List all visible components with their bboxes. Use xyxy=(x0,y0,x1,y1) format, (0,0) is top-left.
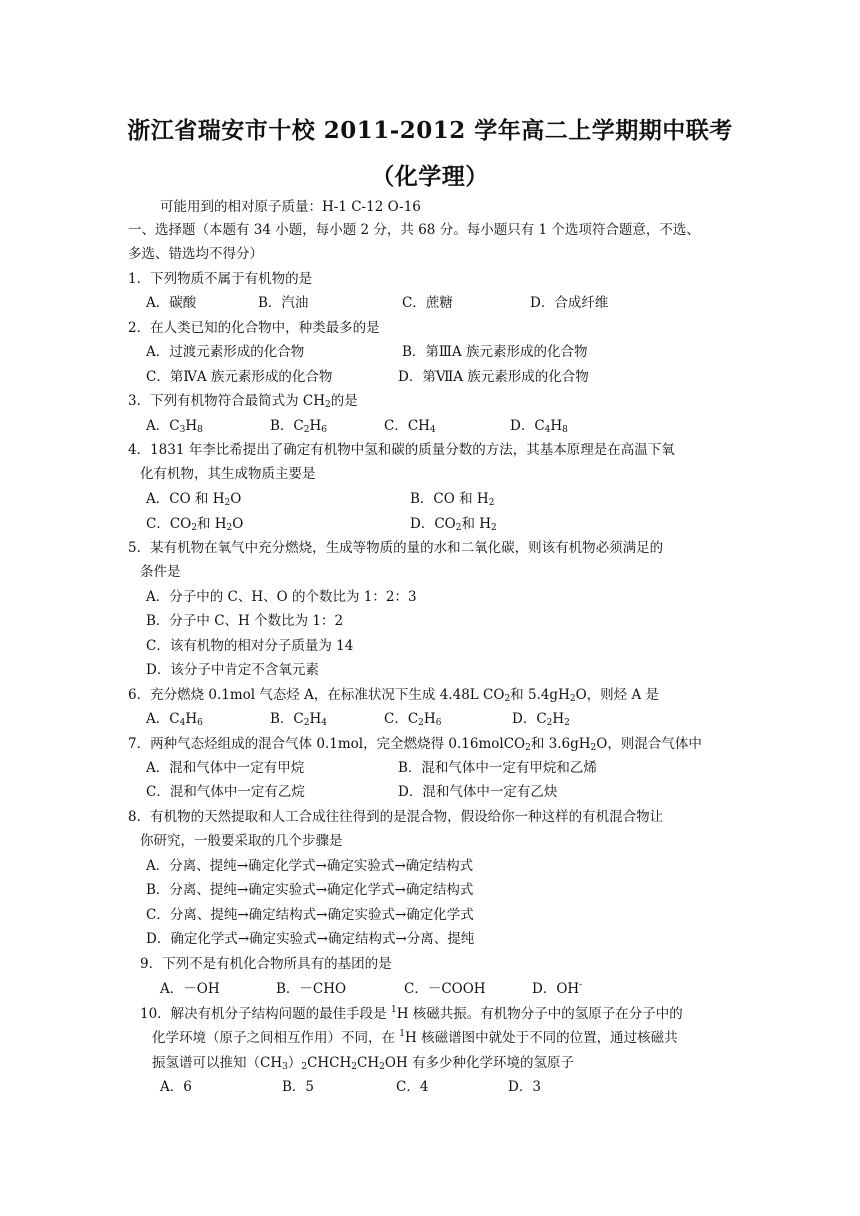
question-6-option-b: B．$C_2H_4$ xyxy=(270,711,327,728)
question-2-option-b: B．第ⅢA 族元素形成的化合物 xyxy=(402,344,588,360)
question-7-option-c: C．混和气体中一定有乙烷 xyxy=(146,784,305,800)
question-8-option-d: D．确定化学式→确定实验式→确定结构式→分离、提纯 xyxy=(146,931,475,947)
question-1-option-d: D．合成纤维 xyxy=(530,295,609,311)
question-7-option-b: B．混和气体中一定有甲烷和乙烯 xyxy=(398,760,597,776)
question-2-stem: 2．在人类已知的化合物中，种类最多的是 xyxy=(128,320,380,336)
question-10-stem-line3: 振氢谱可以推知$(CH_3)_2CHCH_2CH_2OH$ 有多少种化学环境的氢原子 xyxy=(152,1055,575,1072)
question-9-option-c: C．－COOH xyxy=(404,981,486,997)
question-2-option-a: A．过渡元素形成的化合物 xyxy=(146,344,305,360)
question-10-option-d: D．3 xyxy=(508,1079,541,1095)
section-heading-line1: 一、选择题（本题有 34 小题，每小题 2 分，共 68 分。每小题只有 1 个选项符合题意，不选、 xyxy=(128,222,700,238)
question-8-option-b: B．分离、提纯→确定实验式→确定化学式→确定结构式 xyxy=(146,882,474,898)
question-4-stem-line1: 4．1831 年李比希提出了确定有机物中氢和碳的质量分数的方法，其基本原理是在高温下氧 xyxy=(128,442,675,458)
question-9-stem: 9．下列不是有机化合物所具有的基团的是 xyxy=(140,956,392,972)
question-4-option-b: B．CO 和 $H_2$ xyxy=(410,491,495,508)
question-9-option-b: B．－CHO xyxy=(276,981,347,997)
question-10-stem-line1: 10．解决有机分子结构问题的最佳手段是 $^1$H 核磁共振。有机物分子中的氢原子在分子中的 xyxy=(140,1005,683,1022)
question-9-option-a: A．－OH xyxy=(160,981,220,997)
question-3-option-b: B．$C_2H_6$ xyxy=(270,418,327,435)
question-3-option-a: A．$C_3H_8$ xyxy=(146,418,203,435)
question-7-option-a: A．混和气体中一定有甲烷 xyxy=(146,760,305,776)
question-3-stem: 3．下列有机物符合最简式为 $CH_2$的是 xyxy=(128,393,358,410)
question-5-option-b: B．分子中 C、H 个数比为 1：2 xyxy=(146,613,344,629)
document-title: 浙江省瑞安市十校 2011-2012 学年高二上学期期中联考 xyxy=(127,117,733,144)
question-6-stem: 6．充分燃烧 0.1mol 气态烃 A，在标准状况下生成 4.48L $CO_2$和 $5.4gH_2O$，则烃 A 是 xyxy=(128,687,659,704)
question-2-option-d: D．第ⅦA 族元素形成的化合物 xyxy=(398,369,589,385)
question-1-stem: 1．下列物质不属于有机物的是 xyxy=(128,271,313,287)
question-5-stem-line2: 条件是 xyxy=(140,564,181,580)
question-9-option-d: D．OH- xyxy=(532,980,583,997)
question-8-option-c: C．分离、提纯→确定结构式→确定实验式→确定化学式 xyxy=(146,907,474,923)
question-3-option-c: C．$CH_4$ xyxy=(384,418,436,435)
question-10-stem-line2: 化学环境（原子之间相互作用）不同，在 $^1$H 核磁谱图中就处于不同的位置，通过核磁共 xyxy=(152,1029,678,1046)
question-4-option-d: D．$CO_2$和 $H_2$ xyxy=(410,516,497,533)
question-5-option-a: A．分子中的 C、H、O 的个数比为 1：2：3 xyxy=(146,589,417,605)
question-5-stem-line1: 5．某有机物在氧气中充分燃烧，生成等物质的量的水和二氧化碳，则该有机物必须满足的 xyxy=(128,540,664,556)
question-5-option-c: C．该有机物的相对分子质量为 14 xyxy=(146,638,354,654)
question-8-stem-line2: 你研究，一般要采取的几个步骤是 xyxy=(140,833,343,849)
question-1-option-a: A．碳酸 xyxy=(146,295,197,311)
question-10-option-c: C．4 xyxy=(396,1079,429,1095)
question-6-option-a: A．$C_4H_6$ xyxy=(146,711,203,728)
document-subtitle: （化学理） xyxy=(371,163,489,190)
question-1-option-c: C．蔗糖 xyxy=(402,295,453,311)
question-5-option-d: D．该分子中肯定不含氧元素 xyxy=(146,662,319,678)
question-7-option-d: D．混和气体中一定有乙炔 xyxy=(398,784,558,800)
section-heading-line2: 多选、错选均不得分） xyxy=(128,246,263,262)
atomic-mass-line: 可能用到的相对原子质量：H-1 C-12 O-16 xyxy=(160,199,421,215)
question-6-option-c: C．$C_2H_6$ xyxy=(384,711,442,728)
question-3-option-d: D．$C_4H_8$ xyxy=(510,418,568,435)
question-10-option-a: A．6 xyxy=(160,1079,192,1095)
question-4-stem-line2: 化有机物，其生成物质主要是 xyxy=(140,466,316,482)
question-6-option-d: D．$C_2H_2$ xyxy=(512,711,570,728)
question-2-option-c: C．第ⅣA 族元素形成的化合物 xyxy=(146,369,333,385)
question-7-stem: 7．两种气态烃组成的混合气体 0.1mol，完全燃烧得 0.16molCO$_2$和 $3.6gH_2O$，则混合气体中 xyxy=(128,736,702,753)
question-4-option-c: C．$CO_2$和 $H_2O$ xyxy=(146,516,244,533)
question-8-stem-line1: 8．有机物的天然提取和人工合成往往得到的是混合物，假设给你一种这样的有机混合物让 xyxy=(128,809,664,825)
question-8-option-a: A．分离、提纯→确定化学式→确定实验式→确定结构式 xyxy=(146,858,474,874)
question-1-option-b: B．汽油 xyxy=(258,295,309,311)
question-4-option-a: A．CO 和 $H_2O$ xyxy=(146,491,242,508)
question-10-option-b: B．5 xyxy=(282,1079,315,1095)
